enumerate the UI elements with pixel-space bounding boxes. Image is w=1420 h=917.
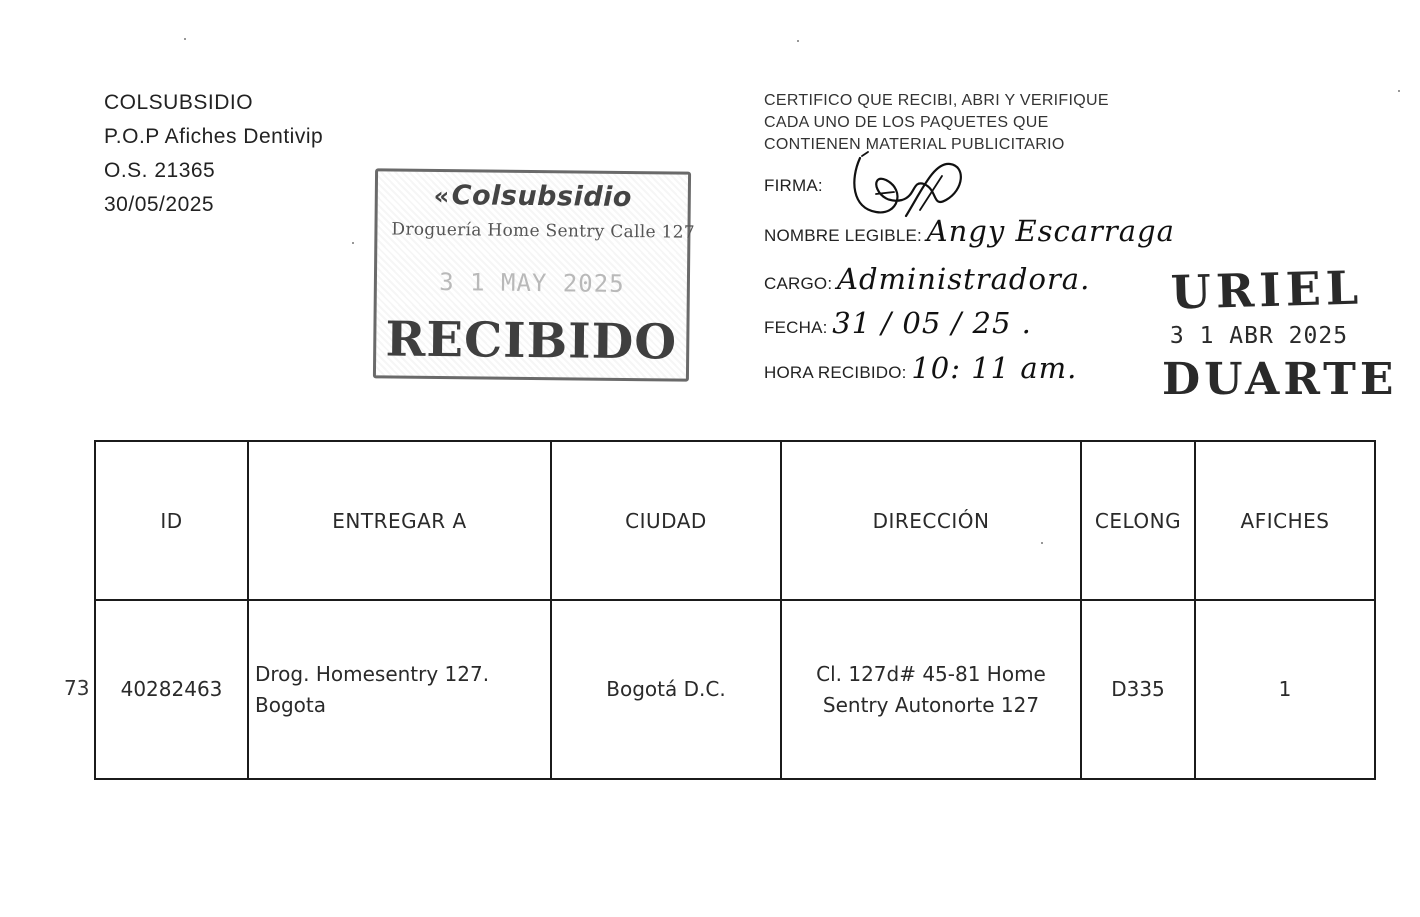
cargo-label: CARGO: bbox=[764, 274, 833, 293]
firma-field bbox=[764, 176, 823, 196]
hora-value: 10: 11 am. bbox=[911, 351, 1078, 385]
header-order-info bbox=[104, 86, 323, 222]
cert-line: CONTIENEN MATERIAL PUBLICITARIO bbox=[764, 136, 1065, 153]
cargo-value: Administradora. bbox=[837, 262, 1091, 296]
company-name: COLSUBSIDIO bbox=[104, 91, 254, 114]
delivery-table bbox=[94, 440, 1376, 780]
table-row bbox=[95, 600, 1375, 779]
personal-stamp bbox=[1162, 260, 1398, 406]
stamp-name-first: URIEL bbox=[1170, 260, 1364, 320]
column-header-entregar-a: ENTREGAR A bbox=[248, 441, 551, 600]
scan-speck bbox=[184, 38, 186, 40]
table-header-row bbox=[95, 441, 1375, 600]
fecha-label: FECHA: bbox=[764, 318, 828, 337]
nombre-field bbox=[764, 214, 1175, 248]
cell-celong: D335 bbox=[1081, 600, 1195, 779]
cell-id: 40282463 bbox=[95, 600, 248, 779]
stamp-name-last: DUARTE bbox=[1162, 354, 1398, 405]
stamp-date: 3 1 MAY 2025 bbox=[439, 268, 625, 298]
fecha-field bbox=[764, 306, 1032, 340]
column-header-ciudad: CIUDAD bbox=[551, 441, 781, 600]
firma-label: FIRMA: bbox=[764, 176, 823, 195]
certification-statement bbox=[764, 90, 1109, 156]
row-marker: 73 bbox=[64, 676, 90, 700]
scan-speck bbox=[797, 40, 799, 42]
cargo-field bbox=[764, 262, 1090, 296]
order-number: O.S. 21365 bbox=[104, 159, 216, 182]
column-header-celong: CELONG bbox=[1081, 441, 1195, 600]
stamp-received-word: RECIBIDO bbox=[385, 311, 678, 371]
order-date: 30/05/2025 bbox=[104, 193, 215, 216]
fecha-value: 31 / 05 / 25 . bbox=[832, 306, 1032, 340]
scan-speck bbox=[1398, 90, 1400, 92]
column-header-id: ID bbox=[95, 441, 248, 600]
cell-afiches: 1 bbox=[1195, 600, 1375, 779]
stamp-logo: «Colsubsidio bbox=[433, 180, 633, 214]
hora-label: HORA RECIBIDO: bbox=[764, 363, 907, 382]
nombre-label: NOMBRE LEGIBLE: bbox=[764, 226, 922, 245]
cert-line: CERTIFICO QUE RECIBI, ABRI Y VERIFIQUE bbox=[764, 92, 1109, 109]
stamp-branch-name: Droguería Home Sentry Calle 127 bbox=[391, 219, 696, 243]
cert-line: CADA UNO DE LOS PAQUETES QUE bbox=[764, 114, 1049, 131]
cell-direccion: Cl. 127d# 45-81 Home Sentry Autonorte 127 bbox=[781, 600, 1081, 779]
cell-ciudad: Bogotá D.C. bbox=[551, 600, 781, 779]
cell-entregar-a: Drog. Homesentry 127. Bogota bbox=[248, 600, 551, 779]
stamp-name-date: 3 1 ABR 2025 bbox=[1169, 323, 1349, 349]
column-header-afiches: AFICHES bbox=[1195, 441, 1375, 600]
swoosh-icon: « bbox=[433, 181, 450, 211]
scan-speck bbox=[1041, 542, 1043, 544]
hora-field bbox=[764, 351, 1077, 385]
column-header-direccion: DIRECCIÓN bbox=[781, 441, 1081, 600]
order-description: P.O.P Afiches Dentivip bbox=[104, 125, 324, 148]
scan-speck bbox=[352, 242, 354, 244]
received-stamp bbox=[373, 168, 696, 381]
nombre-value: Angy Escarraga bbox=[926, 214, 1175, 248]
